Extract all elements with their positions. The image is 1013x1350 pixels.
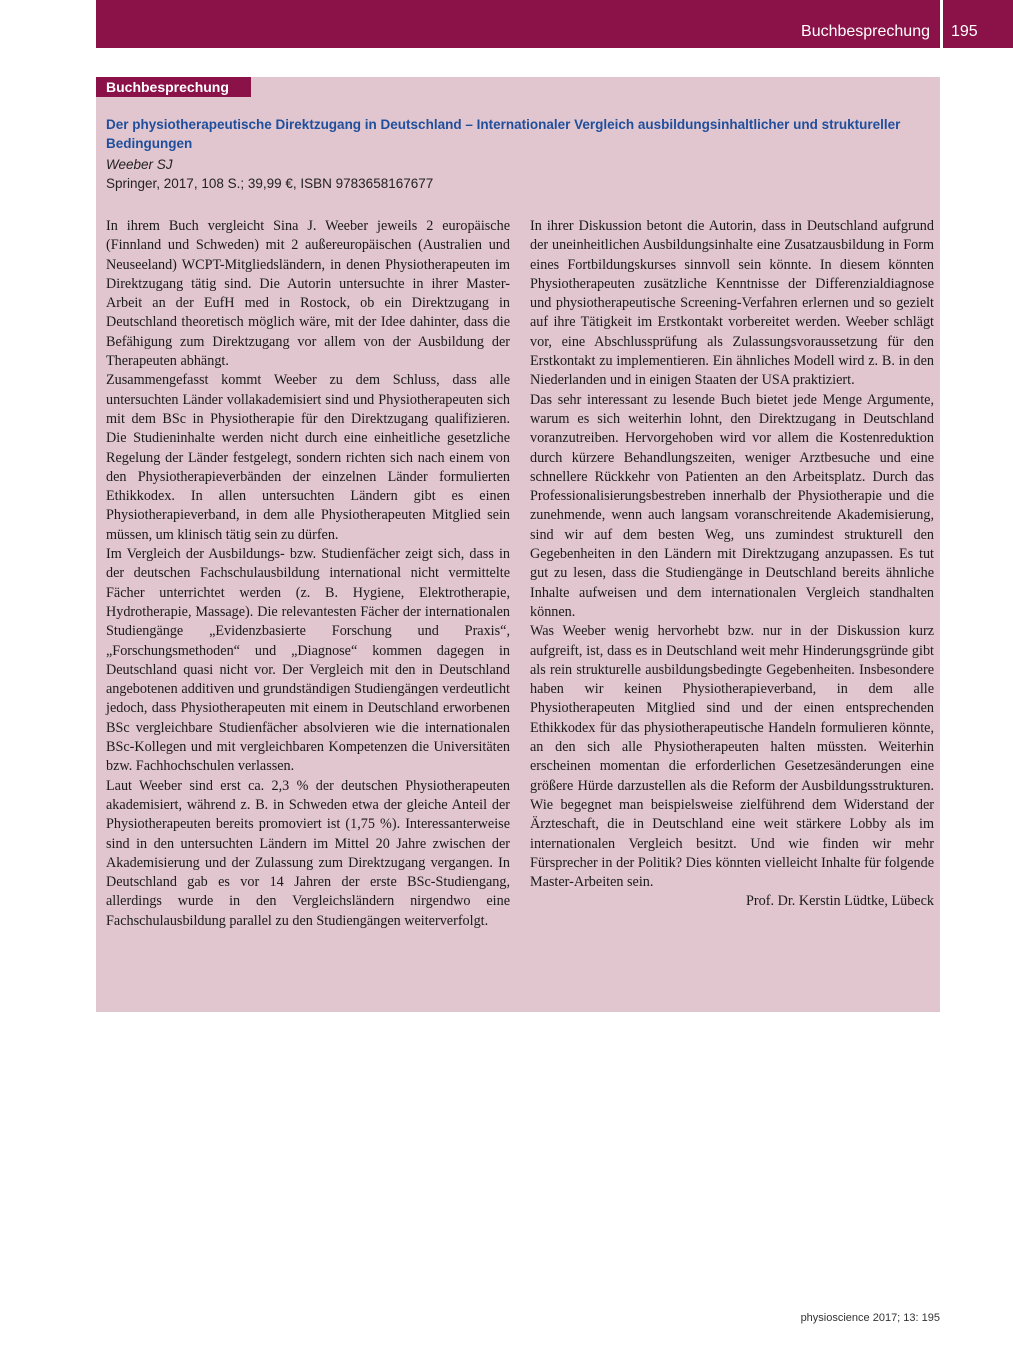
book-author: Weeber SJ	[106, 157, 173, 172]
paragraph: Laut Weeber sind erst ca. 2,3 % der deutschen Physiotherapeuten akademisiert, während z. B. in Schweden etwa der gleiche Anteil der Physiotherapeuten bereits promoviert ist (1,75 %). Interessanterweise sind in den untersuchten Ländern im Mittel 20 Jahre zwischen der Akademisierung und der Zulassung zum Direktzugang vergangen. In Deutschland gab es vor 14 Jahren der erste BSc-Studiengang, allerdings wurde in den Vergleichsländern nirgendwo eine Fachschulausbildung parallel zu den Studiengängen weiterverfolgt.	[106, 777, 510, 929]
header-section-title: Buchbesprechung	[801, 23, 930, 40]
paragraph: Was Weeber wenig hervorhebt bzw. nur in der Diskussion kurz aufgreift, ist, dass es in Deutschland weit mehr Hinderungsgründe gibt als rein strukturelle ausbildungsbedingte Gegebenheiten. Insbesondere haben wir keinen Physiotherapieverband, in dem alle Physiotherapeuten Mitglied sind und der einen entsprechenden Ethikkodex für das physiotherapeutische Handeln formulieren könnte, an den sich alle Physiotherapeuten halten müssten. Weiterhin erscheinen momentan die erforderlichen Gesetzesänderungen eine größere Hürde darzustellen als die Reform der Ausbildungsstrukturen. Wie begegnet man beispielsweise zielführend dem Widerstand der Ärzteschaft, die in Deutschland eine weit stärkere Lobby als im internationalen Vergleich besitzt. Und wie finden wir mehr Fürsprecher in der Politik? Dies könnten vielleicht Inhalte für folgende Master-Arbeiten sein.	[530, 623, 934, 891]
paragraph: Im Vergleich der Ausbildungs- bzw. Studienfächer zeigt sich, dass in der deutschen Fachschulausbildung international nicht vermittelte Fächer unterrichtet werden (z. B. Hygiene, Elektrotherapie, Hydrotherapie, Massage). Die relevantesten Fächer der internationalen Studiengänge „Evidenzbasierte Forschung und Praxis“, „Forschungsmethoden“ und „Diagnose“ kommen dagegen in Deutschland quasi nicht vor. Der Vergleich mit den in Deutschland angebotenen additiven und grundständigen Studiengängen verdeutlicht jedoch, dass Physiotherapeuten mit einem in Deutschland erworbenen BSc vergleichbare Studienfächer absolvieren wie die internationalen BSc-Kollegen und mit vergleichbaren Kompetenzen die Universitäten bzw. Fachhochschulen verlassen.	[106, 546, 510, 775]
page-number: 195	[951, 23, 978, 40]
left-column	[106, 217, 510, 931]
footer-citation: physioscience 2017; 13: 195	[800, 1312, 940, 1324]
book-publication-info: Springer, 2017, 108 S.; 39,99 €, ISBN 9783658167677	[106, 176, 434, 191]
paragraph: Das sehr interessant zu lesende Buch bietet jede Menge Argumente, warum es sich weiterhin lohnt, den Direktzugang in Deutschland voranzutreiben. Hervorgehoben wird vor allem die Kostenreduktion durch kürzere Behandlungszeiten, weniger Arztbesuche und eine schnellere Rückkehr von Patienten an den Arbeitsplatz. Durch das Professionalisierungsbestreben innerhalb der Physiotherapie und die zunehmende, wenn auch langsam voranschreitende Akademisierung, sind wir auf dem besten Weg, uns zumindest strukturell den Gegebenheiten in den Ländern mit Direktzugang anzupassen. Es tut gut zu lesen, dass die Studiengänge in Deutschland bereits ähnliche Inhalte aufweisen und dem internationalen Vergleich standhalten können.	[530, 391, 934, 620]
header-divider	[940, 0, 943, 48]
review-tag: Buchbesprechung	[96, 77, 251, 97]
right-column	[530, 217, 934, 912]
review-box	[96, 77, 940, 1012]
paragraph: In ihrer Diskussion betont die Autorin, dass in Deutschland aufgrund der uneinheitlichen Ausbildungsinhalte eine Zusatzausbildung in Form eines Fortbildungskurses sinnvoll sein könnte. In diesem könnten Physiotherapeuten zusätzliche Kenntnisse der Differenzialdiagnose und physiotherapeutische Screening-Verfahren erlernen und so gezielt auf ihre Tätigkeit im Erstkontakt vorbereitet werden. Weeber schlägt vor, eine Abschlussprüfung als Zulassungsvoraussetzung für den Erstkontakt zu implementieren. Ein ähnliches Modell wird z. B. in den Niederlanden und in einigen Staaten der USA praktiziert.	[530, 218, 934, 389]
book-title: Der physiotherapeutische Direktzugang in Deutschland – Internationaler Vergleich ausbildungsinhaltlicher und struktureller Bedingungen	[106, 117, 901, 151]
paragraph: Zusammengefasst kommt Weeber zu dem Schluss, dass alle untersuchten Länder vollakademisiert sind und Physiotherapeuten sich mit dem BSc in Physiotherapie für den Direktzugang qualifizieren. Die Studieninhalte werden nicht durch eine einheitliche gesetzliche Regelung der Länder festgelegt, sondern richten sich nach einem von den Physiotherapieverbänden der einzelnen Länder formulierten Ethikkodex. In allen untersuchten Ländern gibt es einen Physiotherapieverband, in dem alle Physiotherapeuten Mitglied sein müssen, um klinisch tätig sein zu dürfen.	[106, 372, 510, 543]
reviewer-signature: Prof. Dr. Kerstin Lüdtke, Lübeck	[746, 893, 934, 910]
paragraph: In ihrem Buch vergleicht Sina J. Weeber jeweils 2 europäische (Finnland und Schweden) mit 2 außereuropäischen (Australien und Neuseeland) WCPT-Mitgliedsländern, in denen Physiotherapeuten im Direktzugang tätig sind. Die Autorin untersuchte in ihrer Master-Arbeit an der EufH med in Rostock, ob ein Direktzugang in Deutschland theoretisch möglich wäre, mit der Idee dahinter, dass die Befähigung zum Direktzugang vor allem von der Ausbildung der Therapeuten abhängt.	[106, 218, 510, 370]
